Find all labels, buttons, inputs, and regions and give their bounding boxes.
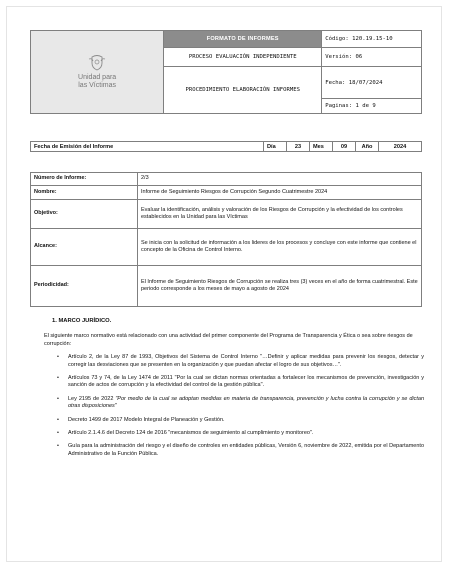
number-label: Número de Informe:	[31, 173, 138, 186]
year-label: Año	[356, 142, 379, 152]
pages-field: Paginas: 1 de 9	[322, 99, 422, 114]
date-field: Fecha: 18/07/2024	[322, 67, 422, 99]
intro-paragraph: El siguiente marco normativo está relacionado con una actividad del primer componente del Programa de Transparencia y Ética o sea sobre riesgos de corrupción:	[44, 333, 413, 347]
version-field: Versión: 06	[322, 48, 422, 67]
report-info-table	[30, 172, 422, 307]
day-label: Día	[264, 142, 287, 152]
name-value: Informe de Seguimiento Riesgos de Corrupción Segundo Cuatrimestre 2024	[138, 186, 422, 200]
emission-label: Fecha de Emisión del Informe	[31, 142, 198, 152]
number-value: 2/3	[138, 173, 422, 186]
legal-list	[44, 354, 424, 458]
coat-of-arms-icon	[88, 54, 106, 71]
name-label: Nombre:	[31, 186, 138, 200]
list-item: • Artículos 73 y 74, de la Ley 1474 de 2011 "Por la cual se dictan normas orientadas a fortalecer los mecanismos de prevención, investigación y sanción de actos de corrupción y la efectividad del control de la gestión pública".	[68, 375, 424, 390]
periodicity-value: El Informe de Seguimiento Riesgos de Corrupción se realiza tres (3) veces en el año de forma cuatrimestral. Este periodo corresponde a los meses de mayo a agosto de 2024	[138, 266, 422, 307]
procedure-name: PROCEDIMIENTO ELABORACIÓN INFORMES	[164, 67, 322, 114]
logo-cell	[31, 31, 164, 114]
objective-label: Objetivo:	[31, 200, 138, 229]
section-title: 1. MARCO JURÍDICO.	[52, 318, 112, 324]
org-name-line1: Unidad para	[78, 74, 117, 81]
list-item: • Decreto 1499 de 2017 Modelo Integral de Planeación y Gestión.	[68, 417, 424, 424]
code-field: Código: 120.19.15-10	[322, 31, 422, 48]
law-2195-title: Ley 2195 de 2022	[68, 395, 116, 402]
list-item	[68, 396, 424, 411]
list-item: • Artículo 2.1.4.6 del Decreto 124 de 2016 "mecanismos de seguimiento al cumplimiento y monitoreo".	[68, 430, 424, 437]
scope-label: Alcance:	[31, 229, 138, 266]
document-header	[30, 30, 422, 114]
emission-date-row	[30, 141, 422, 152]
format-title: FORMATO DE INFORMES	[164, 31, 322, 48]
year-value: 2024	[379, 142, 422, 152]
periodicity-label: Periodicidad:	[31, 266, 138, 307]
list-item: • Guía para la administración del riesgo y el diseño de controles en entidades públicas, Versión 6, noviembre de 2022, emitida por el Departamento Administrativo de la Función Pública.	[68, 443, 424, 458]
process-name: PROCESO EVALUACIÓN INDEPENDIENTE	[164, 48, 322, 67]
month-label: Mes	[310, 142, 333, 152]
day-value: 23	[287, 142, 310, 152]
legal-framework-section	[44, 318, 424, 464]
objective-value: Evaluar la identificación, análisis y valoración de los Riesgos de Corrupción y la efectividad de los controles establecidos en la Unidad para las Víctimas	[138, 200, 422, 229]
law-2195-quote: "Por medio de la cual se adoptan medidas en materia de transparencia, prevención y lucha contra la corrupción y se dictan otras disposiciones"	[68, 395, 424, 410]
month-value: 09	[333, 142, 356, 152]
org-name-line2: las Víctimas	[78, 82, 116, 89]
scope-value: Se inicia con la solicitud de información a los lideres de los procesos y concluye con este informe que contiene el concepto de la Oficina de Control Interno.	[138, 229, 422, 266]
list-item: • Artículo 2, de la Ley 87 de 1993, Objetivos del Sistema de Control Interno "…Definir y aplicar medidas para prevenir los riesgos, detectar y corregir las desviaciones que se presenten en la organización y que puedan afectar el logro de sus objetivos…".	[68, 354, 424, 369]
